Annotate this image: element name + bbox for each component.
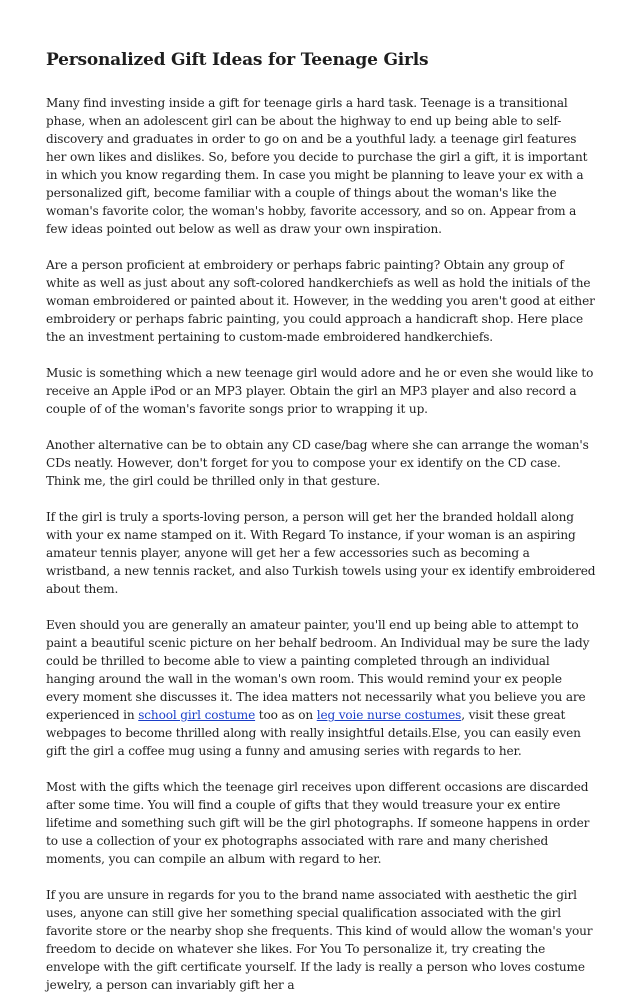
paragraph-painting-text-end: , visit these great webpages to become thrilled along with really insightful details.Else, you can easily even gift the girl a coffee mug using a funny and amusing series with regards to her. xyxy=(46,708,581,758)
paragraph-painting-text-start: Even should you are generally an amateur painter, you'll end up being able to attempt to paint a beautiful scenic picture on her behalf bedroom. An Individual may be sure the lady could be thrilled to become able to view a painting completed through an individual hanging around the wall in the woman's own room. This would remind your ex people every moment she discusses it. The idea matters not necessarily what you believe you are experienced in xyxy=(46,618,590,722)
paragraph-gift-certificate: If you are unsure in regards for you to the brand name associated with aesthetic the girl uses, anyone can still give her something special qualification associated with the girl favorite store or the nearby shop she frequents. This kind of would allow the woman's your freedom to decide on whatever she likes. For You To personalize it, try creating the envelope with the gift certificate yourself. If the lady is really a person who loves costume jewelry, a person can invariably gift her a xyxy=(46,888,593,992)
school-girl-costume-link[interactable]: school girl costume xyxy=(138,708,256,722)
paragraph-cd-case: Another alternative can be to obtain any CD case/bag where she can arrange the woman's CDs neatly. However, don't forget for you to compose your ex identify on the CD case. Think me, the girl could be thrilled only in that gesture. xyxy=(46,438,589,488)
paragraph-sports: If the girl is truly a sports-loving person, a person will get her the branded holdall along with your ex name stamped on it. With Regard To instance, if your woman is an aspiring amateur tennis player, anyone will get her a few accessories such as becoming a wristband, a new tennis racket, and also Turkish towels using your ex identify embroidered about them. xyxy=(46,510,596,596)
paragraph-painting-text-middle: too as on xyxy=(255,708,317,722)
paragraph-painting xyxy=(46,616,596,760)
page-title: Personalized Gift Ideas for Teenage Girls xyxy=(46,50,429,70)
paragraph-photographs: Most with the gifts which the teenage girl receives upon different occasions are discarded after some time. You will find a couple of gifts that they would treasure your ex entire lifetime and something such gift will be the girl photographs. If someone happens in order to use a collection of your ex photographs associated with rare and many cherished moments, you can compile an album with regard to her. xyxy=(46,780,590,866)
paragraph-intro: Many find investing inside a gift for teenage girls a hard task. Teenage is a transitional phase, when an adolescent girl can be about the highway to end up being able to self-discovery and graduates in order to go on and be a youthful lady. a teenage girl features her own likes and dislikes. So, before you decide to purchase the girl a gift, it is important in which you know regarding them. In case you might be planning to leave your ex with a personalized gift, become familiar with a couple of things about the woman's like the woman's favorite color, the woman's hobby, favorite accessory, and so on. Appear from a few ideas pointed out below as well as draw your own inspiration. xyxy=(46,96,588,236)
paragraph-embroidery: Are a person proficient at embroidery or perhaps fabric painting? Obtain any group of white as well as just about any soft-colored handkerchiefs as well as hold the initials of the woman embroidered or painted about it. However, in the wedding you aren't good at either embroidery or perhaps fabric painting, you could approach a handicraft shop. Here place the an investment pertaining to custom-made embroidered handkerchiefs. xyxy=(46,258,595,344)
leg-voie-nurse-costumes-link[interactable]: leg voie nurse costumes xyxy=(316,708,462,722)
paragraph-music: Music is something which a new teenage girl would adore and he or even she would like to receive an Apple iPod or an MP3 player. Obtain the girl an MP3 player and also record a couple of of the woman's favorite songs prior to wrapping it up. xyxy=(46,366,594,416)
